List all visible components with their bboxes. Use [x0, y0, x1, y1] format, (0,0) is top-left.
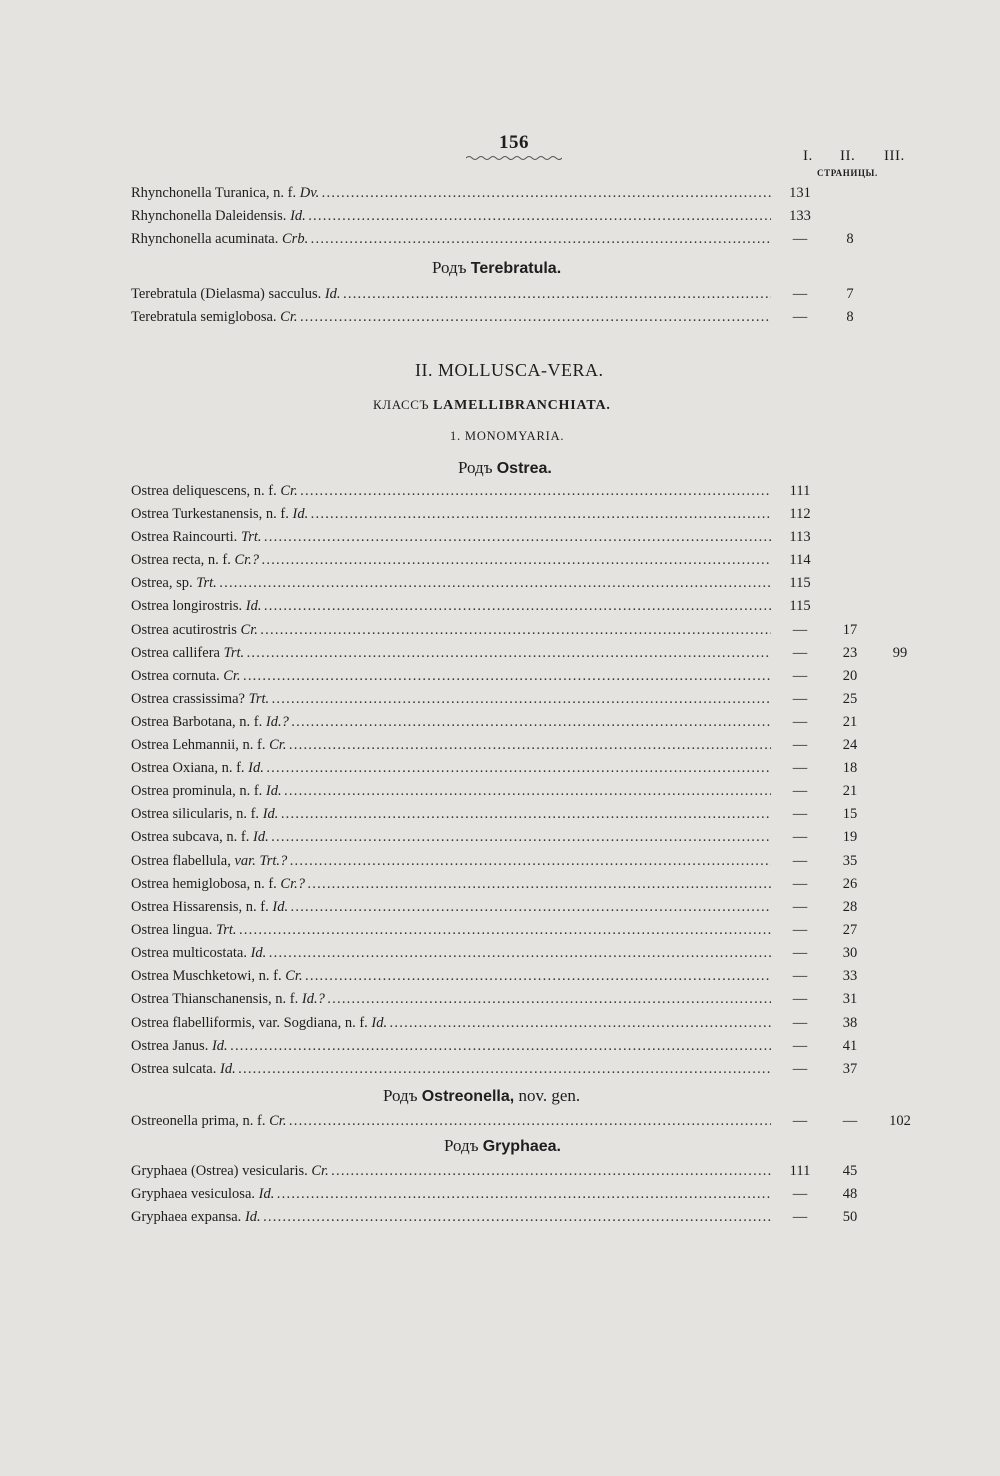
entry-ref-i: —	[792, 691, 808, 707]
entry-ref-ii: 21	[842, 783, 858, 799]
entry-name: Ostrea flabelliformis, var. Sogdiana, n. f.	[131, 1015, 368, 1031]
entry-author: Cr.	[240, 622, 258, 638]
column-header-i: I.	[803, 148, 813, 164]
entry-name: Ostrea Janus.	[131, 1038, 209, 1054]
entry-ref-i: 113	[789, 529, 811, 545]
entry-ref-ii: 25	[842, 691, 858, 707]
entry-author: Cr.	[311, 1163, 329, 1179]
entry-name: Rhynchonella Turanica, n. f.	[131, 185, 297, 201]
entry-author: Cr.?	[280, 876, 305, 892]
entry-author: Cr.	[280, 483, 298, 499]
genus-heading-terebratula	[432, 258, 561, 278]
entry-name: Ostrea Turkestanensis, n. f.	[131, 506, 289, 522]
entry-ref-i: 115	[789, 575, 811, 591]
entry-author: Id.	[262, 806, 279, 822]
entry-ref-iii: 102	[889, 1113, 911, 1129]
entry-name: Ostrea Lehmannii, n. f.	[131, 737, 266, 753]
entry-ref-i: —	[792, 1061, 808, 1077]
entry-ref-ii: 37	[842, 1061, 858, 1077]
genus-prefix: Родъ	[458, 458, 493, 477]
entry-author: Trt.	[196, 575, 217, 591]
genus-suffix: nov. gen.	[518, 1086, 581, 1105]
entry-name: Ostrea hemiglobosa, n. f.	[131, 876, 277, 892]
entry-author: Id.?	[301, 991, 325, 1007]
entry-author: Id.	[245, 598, 262, 614]
entry-ref-ii: 28	[842, 899, 858, 915]
entry-ref-i: 111	[789, 1163, 811, 1179]
column-header-ii: II.	[840, 148, 856, 164]
entry-name: Ostrea subcava, n. f.	[131, 829, 250, 845]
entry-author: Id.	[290, 208, 306, 224]
entry-ref-i: —	[792, 922, 808, 938]
entry-author: Cr.	[223, 668, 241, 684]
entry-ref-iii: 99	[892, 645, 908, 661]
entry-name: Ostrea callifera	[131, 645, 220, 661]
entry-name: Terebratula (Dielasma) sacculus.	[131, 286, 322, 302]
entry-ref-i: —	[792, 853, 808, 869]
entry-ref-ii: 33	[842, 968, 858, 984]
genus-heading-gryphaea	[444, 1136, 561, 1156]
entry-ref-ii: 38	[842, 1015, 858, 1031]
entry-ref-i: 115	[789, 598, 811, 614]
entry-author: Id.	[253, 829, 269, 845]
entry-ref-i: —	[792, 668, 808, 684]
entry-name: Ostrea flabellula,	[131, 853, 231, 869]
entry-name: Ostrea acutirostris	[131, 622, 237, 638]
class-name: LAMELLIBRANCHIATA.	[433, 398, 611, 413]
entry-author: Id.	[244, 1209, 261, 1225]
entry-ref-i: —	[792, 645, 808, 661]
entry-ref-ii: 20	[842, 668, 858, 684]
entry-ref-ii: 23	[842, 645, 858, 661]
entry-author: var. Trt.?	[234, 853, 288, 869]
entry-ref-ii: 8	[846, 231, 854, 247]
entry-ref-ii: 31	[842, 991, 858, 1007]
entry-name: Gryphaea vesiculosa.	[131, 1186, 256, 1202]
order-heading: 1. MONOMYARIA.	[450, 429, 565, 443]
entry-author: Crb.	[282, 231, 309, 247]
column-header-iii: III.	[884, 148, 905, 164]
genus-name: Ostrea.	[496, 460, 552, 477]
entry-ref-ii: 30	[842, 945, 858, 961]
entry-author: Id.	[211, 1038, 228, 1054]
entry-ref-i: —	[792, 622, 808, 638]
genus-prefix: Родъ	[444, 1136, 479, 1155]
entry-author: Id.	[292, 506, 309, 522]
entry-name: Ostrea Raincourti.	[131, 529, 238, 545]
entry-ref-i: —	[792, 1113, 808, 1129]
entry-author: Cr.	[285, 968, 303, 984]
entry-name: Ostrea Oxiana, n. f.	[131, 760, 245, 776]
entry-ref-ii: 15	[842, 806, 858, 822]
entry-ref-i: —	[792, 1209, 808, 1225]
genus-name: Gryphaea.	[482, 1138, 561, 1155]
entry-ref-i: —	[792, 968, 808, 984]
entry-ref-i: 133	[789, 208, 811, 224]
entry-name: Ostrea sulcata.	[131, 1061, 217, 1077]
genus-heading-ostreonella	[383, 1086, 580, 1106]
entry-ref-i: —	[792, 1038, 808, 1054]
entry-ref-i: 111	[789, 483, 811, 499]
class-heading	[373, 397, 611, 414]
entry-author: Cr.	[280, 309, 298, 325]
entry-ref-ii: 7	[846, 286, 854, 302]
entry-ref-i: —	[792, 760, 808, 776]
entry-author: Cr.	[269, 1113, 287, 1129]
genus-prefix: Родъ	[432, 258, 467, 277]
entry-ref-i: —	[792, 806, 808, 822]
entry-ref-ii: 41	[842, 1038, 858, 1054]
entry-name: Ostrea lingua.	[131, 922, 213, 938]
entry-ref-ii: 24	[842, 737, 858, 753]
entry-ref-i: 114	[789, 552, 811, 568]
genus-name: Ostreonella,	[421, 1088, 515, 1105]
entry-ref-i: —	[792, 783, 808, 799]
entry-author: Trt.	[248, 691, 270, 707]
entry-name: Ostrea Thianschanensis, n. f.	[131, 991, 299, 1007]
entry-ref-ii: —	[842, 1113, 858, 1129]
entry-ref-ii: 8	[846, 309, 854, 325]
entry-author: Id.	[265, 783, 282, 799]
entry-name: Ostrea, sp.	[131, 575, 193, 591]
genus-prefix: Родъ	[383, 1086, 418, 1105]
entry-author: Id.	[258, 1186, 275, 1202]
entry-ref-ii: 21	[842, 714, 858, 730]
entry-ref-ii: 48	[842, 1186, 858, 1202]
class-prefix: КЛАССЪ	[373, 397, 430, 412]
entry-author: Trt.	[223, 645, 245, 661]
entry-name: Rhynchonella acuminata.	[131, 231, 279, 247]
entry-ref-i: —	[792, 714, 808, 730]
entry-ref-ii: 19	[842, 829, 858, 845]
entry-author: Cr.?	[234, 552, 260, 568]
entry-ref-i: —	[792, 991, 808, 1007]
entry-name: Ostrea deliquescens, n. f.	[131, 483, 277, 499]
entry-ref-i: 112	[789, 506, 811, 522]
section-heading: II. MOLLUSCA-VERA.	[415, 360, 604, 380]
entry-name: Gryphaea expansa.	[131, 1209, 242, 1225]
entry-name: Ostrea crassissima?	[131, 691, 245, 707]
entry-name: Terebratula semiglobosa.	[131, 309, 277, 325]
entry-ref-i: —	[792, 1015, 808, 1031]
genus-name: Terebratula.	[470, 260, 562, 277]
entry-ref-i: —	[792, 309, 808, 325]
entry-ref-i: —	[792, 286, 808, 302]
entry-name: Ostrea Muschketowi, n. f.	[131, 968, 282, 984]
column-header-subtitle: СТРАНИЦЫ.	[817, 168, 878, 178]
entry-ref-ii: 17	[842, 622, 858, 638]
entry-author: Id.	[219, 1061, 236, 1077]
entry-author: Id.	[324, 286, 341, 302]
entry-name: Ostreonella prima, n. f.	[131, 1113, 266, 1129]
entry-ref-ii: 35	[842, 853, 858, 869]
genus-heading-ostrea	[458, 458, 552, 478]
entry-ref-ii: 18	[842, 760, 858, 776]
entry-ref-i: —	[792, 899, 808, 915]
page-number: 156	[499, 132, 529, 153]
entry-author: Trt.	[240, 529, 262, 545]
page-number-ornament	[466, 154, 562, 162]
entry-name: Ostrea Hissarensis, n. f.	[131, 899, 269, 915]
entry-author: Id.	[371, 1015, 388, 1031]
entry-ref-ii: 50	[842, 1209, 858, 1225]
entry-name: Rhynchonella Daleidensis.	[131, 208, 287, 224]
entry-name: Ostrea cornuta.	[131, 668, 220, 684]
entry-ref-i: 131	[789, 185, 811, 201]
entry-author: Trt.	[215, 922, 237, 938]
entry-author: Id.	[250, 945, 267, 961]
entry-author: Cr.	[269, 737, 287, 753]
entry-author: Id.	[272, 899, 289, 915]
entry-ref-i: —	[792, 1186, 808, 1202]
entry-name: Ostrea Barbotana, n. f.	[131, 714, 263, 730]
entry-name: Ostrea prominula, n. f.	[131, 783, 263, 799]
entry-ref-i: —	[792, 945, 808, 961]
entry-ref-i: —	[792, 876, 808, 892]
entry-name: Ostrea silicularis, n. f.	[131, 806, 260, 822]
entry-ref-i: —	[792, 829, 808, 845]
entry-author: Id.?	[265, 714, 289, 730]
entry-ref-ii: 27	[842, 922, 858, 938]
entry-name: Ostrea longirostris.	[131, 598, 243, 614]
entry-ref-ii: 26	[842, 876, 858, 892]
entry-author: Dv.	[299, 185, 320, 201]
entry-name: Ostrea recta, n. f.	[131, 552, 231, 568]
entry-author: Id.	[248, 760, 264, 776]
entry-name: Gryphaea (Ostrea) vesicularis.	[131, 1163, 308, 1179]
entry-ref-i: —	[792, 737, 808, 753]
entry-ref-ii: 45	[842, 1163, 858, 1179]
entry-name: Ostrea multicostata.	[131, 945, 247, 961]
entry-ref-i: —	[792, 231, 808, 247]
